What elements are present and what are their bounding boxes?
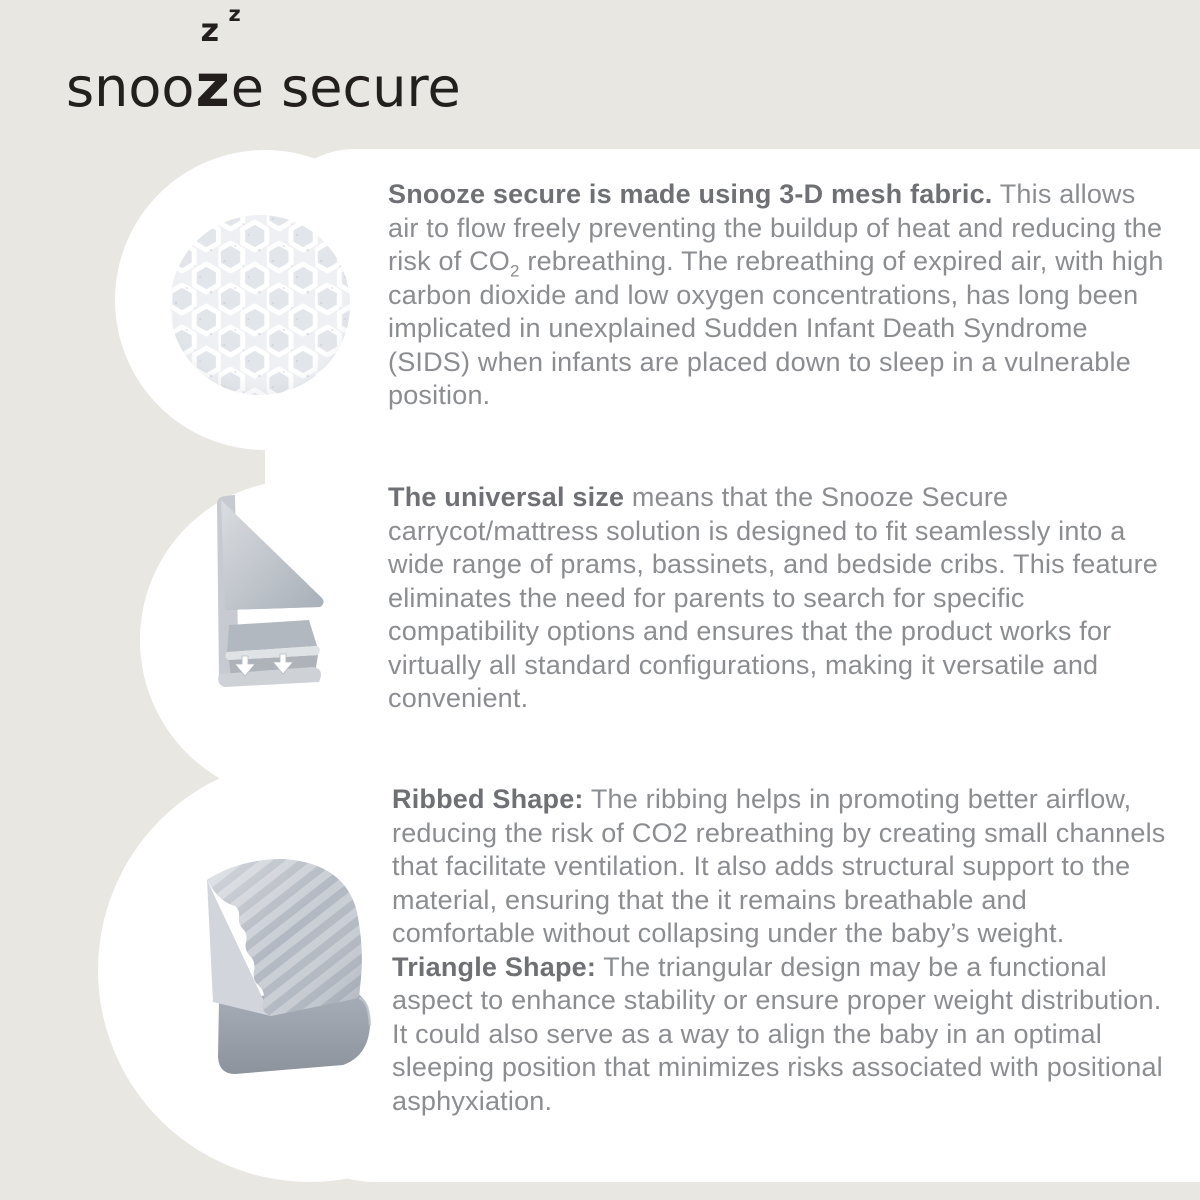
section-universal-heading: The universal size bbox=[388, 482, 625, 512]
section-mesh-heading: Snooze secure is made using 3-D mesh fabric. bbox=[388, 179, 993, 209]
section-mesh-text bbox=[388, 178, 1170, 413]
section-universal-body: means that the Snooze Secure carrycot/mattress solution is designed to fit seamlessly into a wide range of prams, bassinets, and bedside cribs. This feature eliminates the need for parents to search for specific compatibility options and ensures that the product works for virtually all standard configurations, making it versatile and convenient. bbox=[388, 482, 1159, 713]
triangle-shape-heading: Triangle Shape: bbox=[392, 951, 597, 982]
mesh-fabric-image bbox=[170, 215, 350, 395]
section-mesh-body-b: rebreathing. The rebreathing of expired air, with high carbon dioxide and low oxygen concentrations, has long been implicated in unexplained Sudden Infant Death Syndrome (SIDS) when infants are placed down to sleep in a vulnerable position. bbox=[388, 246, 1164, 410]
universal-size-image bbox=[203, 488, 333, 698]
ribbed-shape-heading: Ribbed Shape: bbox=[392, 784, 584, 814]
clamp-triangle bbox=[221, 500, 324, 610]
logo-text-post: e secure bbox=[230, 56, 461, 119]
section-universal-text bbox=[388, 481, 1170, 716]
section-shape-text bbox=[392, 783, 1170, 1118]
ribbed-shape-paragraph bbox=[392, 783, 1170, 951]
logo-text-pre: snoo bbox=[66, 56, 195, 119]
triangle-shape-paragraph bbox=[392, 951, 1170, 1119]
brand-logo bbox=[66, 2, 461, 120]
logo-sleep-z-large: z bbox=[200, 11, 220, 49]
co2-subscript: 2 bbox=[510, 261, 520, 281]
ribbed-wedge-image bbox=[195, 850, 385, 1085]
logo-sleep-z-small: z bbox=[228, 2, 241, 26]
ribbed-shape-body: The ribbing helps in promoting better airflow, reducing the risk of CO2 rebreathing by creating small channels that facilitate ventilation. It also adds structural support to the material, ensuring that the it remains breathable and comfortable without collapsing under the baby’s weight. bbox=[392, 784, 1166, 948]
triangle-shape-body: The triangular design may be a functional aspect to enhance stability or ensure proper weight distribution. It could also serve as a way to align the baby in an optimal sleeping position that minimizes risks associated with positional asphyxiation. bbox=[392, 951, 1163, 1116]
section-mesh-body-a: This allows air to flow freely preventing the buildup of heat and reducing the risk of CO bbox=[388, 179, 1163, 276]
logo-bold-z: z z z bbox=[195, 2, 241, 120]
